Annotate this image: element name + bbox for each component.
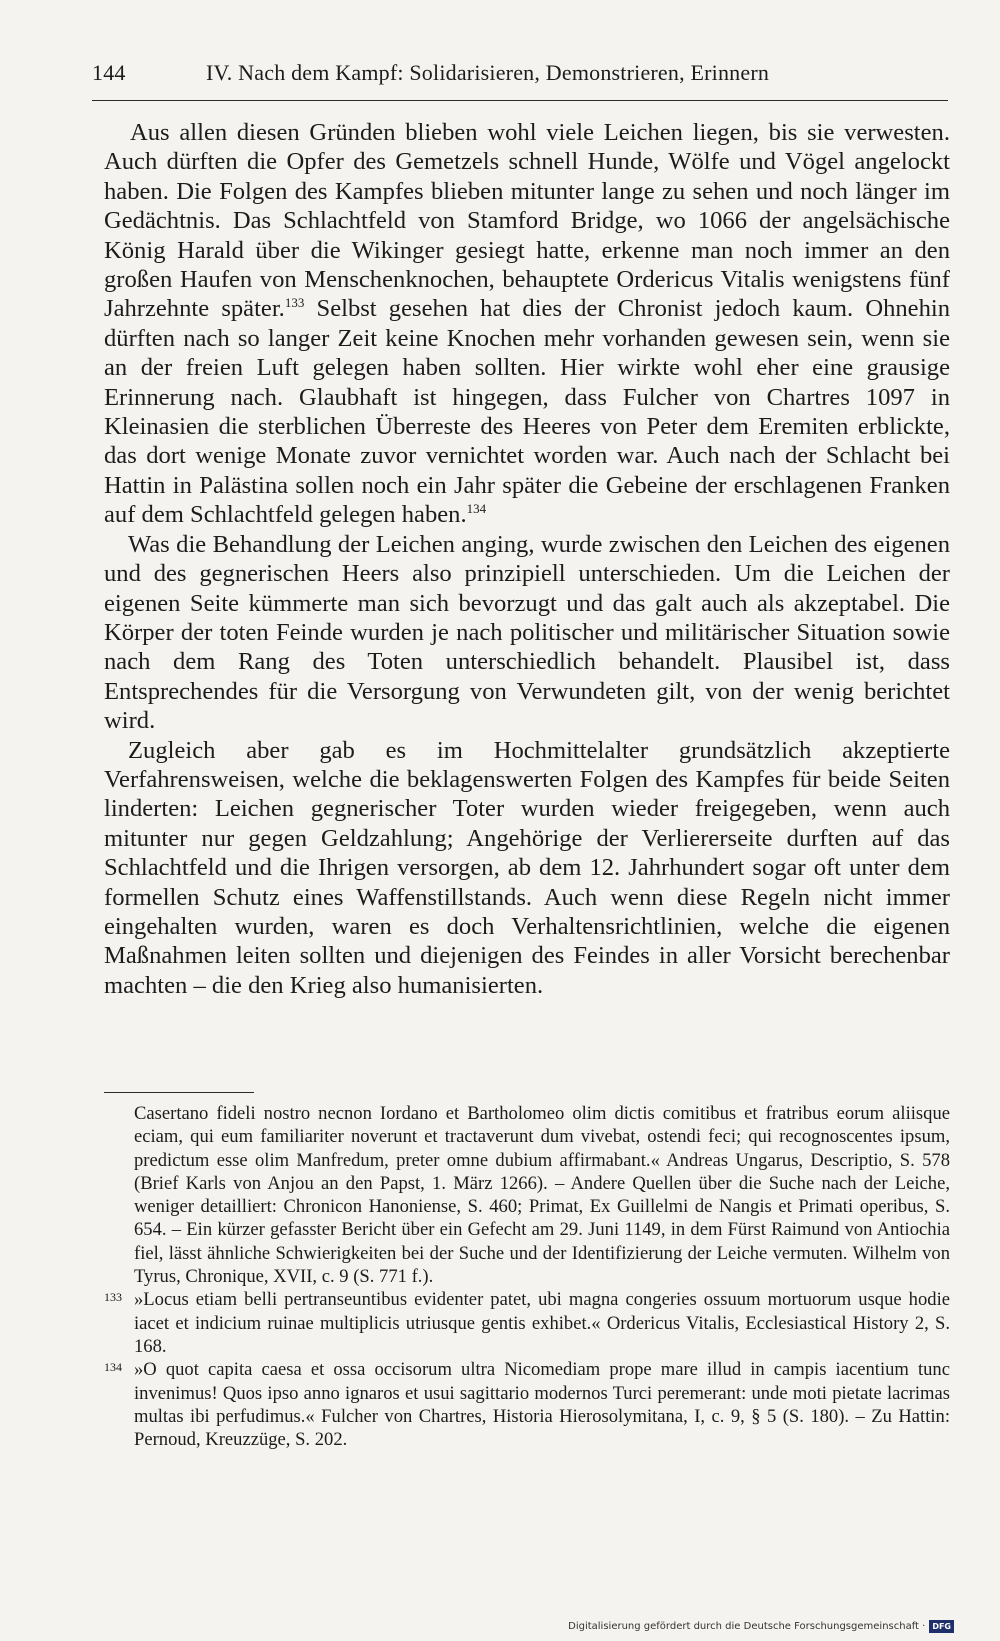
paragraph-2: Was die Behandlung der Leichen anging, wurde zwischen den Leichen des eigenen und des gegnerischen Heers also prinzipiell unterschieden. Um die Leichen der eigenen Seite kümmerte man sich bevorzugt und das galt auch als akzeptabel. Die Körper der toten Feinde wurden je nach politischer und militärischer Situation sowie nach dem Rang des Toten unterschiedlich behandelt. Plausibel ist, dass Entsprechendes für die Versorgung von Verwundeten gilt, von der wenig berichtet wird. [104,530,950,735]
footnote-133 [104,1288,950,1358]
header-rule [92,100,948,101]
credit-text: Digitalisierung gefördert durch die Deutsche Forschungsgemeinschaft · [568,1621,926,1632]
paragraph-1-text-b: Selbst gesehen hat dies der Chronist jedoch kaum. Ohnehin dürften nach so langer Zeit keine Knochen mehr vorhanden gewesen sein, wenn sie an der freien Luft gelegen haben sollten. Hier wirkte wohl eher eine grausige Erinnerung nach. Glaubhaft ist hingegen, dass Fulcher von Chartres 1097 in Kleinasien die sterblichen Überreste des Heeres von Peter dem Eremiten erblickte, das dort wenige Monate zuvor vernichtet worden war. Auch nach der Schlacht bei Hattin in Palästina sollen noch ein Jahr später die Gebeine der erschlagenen Franken auf dem Schlachtfeld gelegen haben. [104,295,951,529]
footnote-ref-133[interactable]: 133 [284,295,305,311]
running-title: IV. Nach dem Kampf: Solidarisieren, Demonstrieren, Erinnern [206,60,770,85]
paragraph-1 [104,118,950,530]
paragraph-3: Zugleich aber gab es im Hochmittelalter grundsätzlich akzeptierte Verfahrensweisen, welche die beklagenswerten Folgen des Kampfes für beide Seiten linderten: Leichen gegnerischer Toter wurden wieder freigegeben, wenn auch mitunter nur gegen Geldzahlung; Angehörige der Verliererseite durften auf das Schlachtfeld und die Ihrigen versorgen, ab dem 12. Jahrhundert sogar oft unter dem formellen Schutz eines Waffenstillstands. Auch wenn diese Regeln nicht immer eingehalten wurden, waren es doch Verhaltensrichtlinien, welche die eigenen Maßnahmen leiten sollten und diejenigen des Feindes in aller Vorsicht berechenbar machten – die den Krieg also humanisierten. [104,736,950,999]
main-text [104,118,950,1000]
footnote-number: 133 [104,1290,122,1305]
digitization-credit [568,1620,954,1633]
footnote-continued-text: Casertano fideli nostro necnon Iordano et Bartholomeo olim dictis comitibus et fratribus eorum aliisque eciam, qui eum familiariter noverunt et tractaverunt dum vivebat, ostendi feci; qui recognoscentes ipsum, predictum esse olim Manfredum, preter omne dubium affirmabant.« Andreas Ungarus, Descriptio, S. 578 (Brief Karls von Anjou an den Papst, 1. März 1266). – Andere Quellen über die Suche nach der Leiche, weniger detailliert: Chronicon Hanoniense, S. 460; Primat, Ex Guillelmi de Nangis et Primati operibus, S. 654. – Ein kürzer gefasster Bericht über ein Gefecht am 29. Juni 1149, in dem Fürst Raimund von Antiochia fiel, lässt ähnliche Schwierigkeiten bei der Suche und der Identifizierung der Leiche vermuten. Wilhelm von Tyrus, Chronique, XVII, c. 9 (S. 771 f.). [134,1103,950,1288]
paragraph-1-text-a: Aus allen diesen Gründen blieben wohl viele Leichen liegen, bis sie verwesten. Auch dürften die Opfer des Gemetzels schnell Hunde, Wölfe und Vögel angelockt haben. Die Folgen des Kampfes blieben mitunter lange zu sehen und noch länger im Gedächtnis. Das Schlachtfeld von Stamford Bridge, wo 1066 der angelsächische König Harald über die Wikinger gesiegt hatte, erkenne man noch immer an den großen Haufen von Menschenknochen, behauptete Ordericus Vitalis wenigstens fünf Jahrzehnte später. [104,119,950,323]
footnotes [104,1102,950,1451]
footnote-ref-134[interactable]: 134 [466,501,487,517]
footnote-continued [104,1102,950,1288]
footnote-134 [104,1358,950,1451]
footnote-text: »O quot capita caesa et ossa occisorum ultra Nicomediam prope mare illud in campis iacentium tunc invenimus! Quos ipso anno ignaros et usui sagittario modernos Turci peremerant: unde moti pietate lacrimas multas ibi perfudimus.« Fulcher von Chartres, Historia Hierosolymitana, I, c. 9, § 5 (S. 180). – Zu Hattin: Pernoud, Kreuzzüge, S. 202. [134,1359,950,1451]
dfg-logo-icon: DFG [929,1620,954,1633]
footnote-rule [104,1092,254,1093]
footnote-number: 134 [104,1360,122,1375]
page-number: 144 [92,60,126,85]
footnote-text: »Locus etiam belli pertranseuntibus evidenter patet, ubi magna congeries ossuum mortuorum usque hodie iacet et indicium ruinae multiplicis utriusque gentis exhibet.« Ordericus Vitalis, Ecclesiastical History 2, S. 168. [134,1289,950,1357]
